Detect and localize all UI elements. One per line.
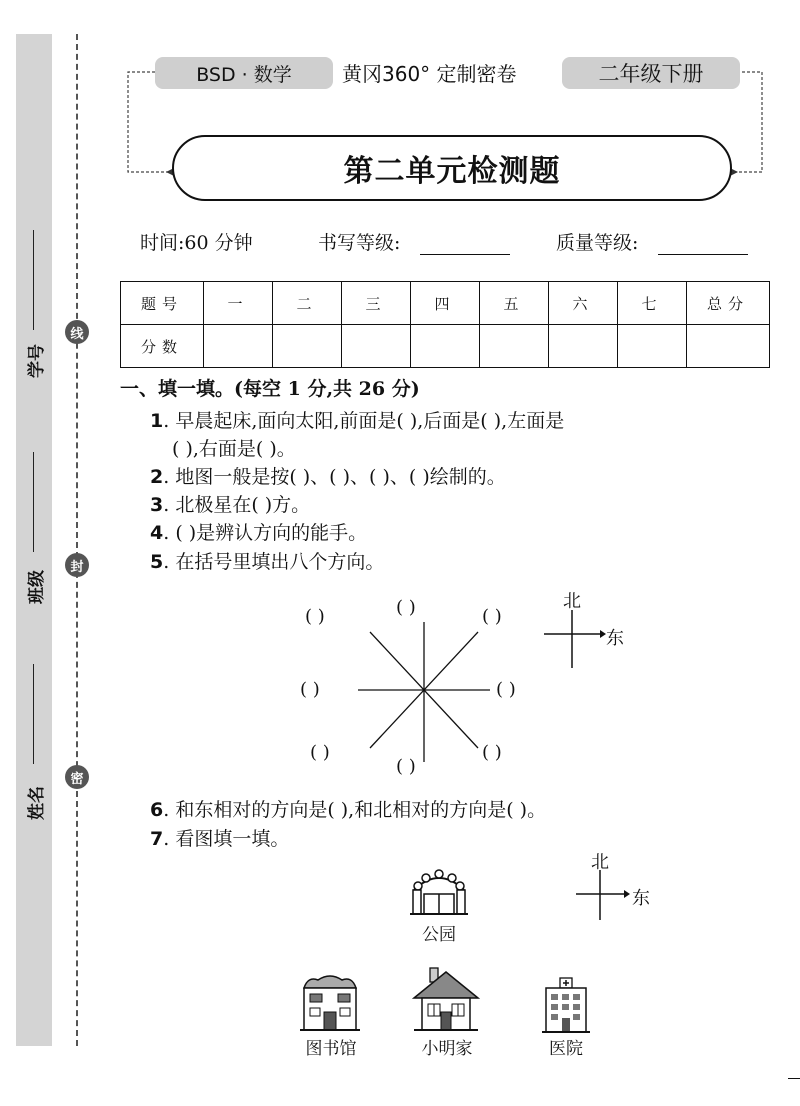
hospital-icon — [542, 976, 590, 1034]
question-text: . ( )是辨认方向的能手。 — [163, 522, 368, 544]
header-cell: 总分 — [687, 282, 770, 325]
question-number: 1 — [150, 410, 164, 432]
question-number: 6 — [150, 799, 164, 821]
header-cell: 五 — [480, 282, 549, 325]
grade-pill: 二年级下册 — [562, 57, 740, 89]
header-cell: 二 — [273, 282, 342, 325]
question-6 — [150, 795, 546, 822]
map-north-label: 北 — [591, 852, 609, 873]
header-cell: 三 — [342, 282, 411, 325]
question-number: 3 — [150, 494, 164, 516]
seal-secret-mark: 密 — [65, 765, 89, 789]
page-corner-mark — [788, 1078, 800, 1079]
question-text: . 北极星在( )方。 — [163, 494, 311, 516]
library-label: 图书馆 — [305, 1039, 357, 1059]
question-text: . 地图一般是按( )、( )、( )、( )绘制的。 — [163, 466, 506, 488]
question-number: 2 — [150, 466, 164, 488]
compass-east-label: 东 — [606, 628, 624, 649]
park-gate-icon — [408, 868, 470, 918]
question-text: . 早晨起床,面向太阳,前面是( ),后面是( ),左面是 — [163, 410, 565, 432]
series-title: 黄冈360° 定制密卷 — [342, 62, 517, 86]
subject-pill: BSD · 数学 — [155, 57, 333, 89]
direction-blank-e[interactable]: ( ) — [496, 679, 516, 700]
direction-blank-ne[interactable]: ( ) — [482, 606, 502, 627]
direction-blank-w[interactable]: ( ) — [300, 679, 320, 700]
map-east-label: 东 — [632, 888, 650, 909]
library-icon — [298, 972, 362, 1034]
question-1-cont: ( ),右面是( )。 — [172, 438, 296, 460]
class-label: 班级 — [27, 570, 47, 604]
direction-blank-se[interactable]: ( ) — [482, 742, 502, 763]
direction-blank-n[interactable]: ( ) — [396, 597, 416, 618]
header-cell: 四 — [411, 282, 480, 325]
page-title: 第二单元检测题 — [172, 135, 732, 201]
header-cell: 题号 — [121, 282, 204, 325]
writing-grade-label: 书写等级: — [318, 232, 401, 254]
header-cell: 六 — [549, 282, 618, 325]
question-number: 4 — [150, 522, 164, 544]
seal-seal-mark: 封 — [65, 553, 89, 577]
park-label: 公园 — [422, 925, 456, 945]
home-icon — [412, 964, 480, 1034]
hospital-label: 医院 — [549, 1039, 583, 1059]
direction-blank-s[interactable]: ( ) — [396, 756, 416, 777]
home-label: 小明家 — [421, 1039, 473, 1059]
compass-north-label: 北 — [563, 591, 581, 612]
student-id-label: 学号 — [27, 344, 47, 378]
direction-blank-nw[interactable]: ( ) — [305, 606, 325, 627]
question-text: . 在括号里填出八个方向。 — [163, 551, 385, 573]
seal-line-mark: 线 — [65, 320, 89, 344]
question-number: 5 — [150, 551, 164, 573]
quality-grade-label: 质量等级: — [556, 232, 639, 254]
time-info: 时间:60 分钟 — [140, 232, 253, 254]
question-7 — [150, 824, 289, 851]
header-cell: 一 — [204, 282, 273, 325]
name-label: 姓名 — [27, 786, 47, 820]
score-row-label: 分数 — [121, 325, 204, 368]
question-text: . 和东相对的方向是( ),和北相对的方向是( )。 — [163, 799, 547, 821]
direction-blank-sw[interactable]: ( ) — [310, 742, 330, 763]
question-text: . 看图填一填。 — [163, 828, 290, 850]
header-cell: 七 — [618, 282, 687, 325]
question-number: 7 — [150, 828, 164, 850]
section-heading: 一、填一填。(每空 1 分,共 26 分) — [120, 378, 420, 400]
